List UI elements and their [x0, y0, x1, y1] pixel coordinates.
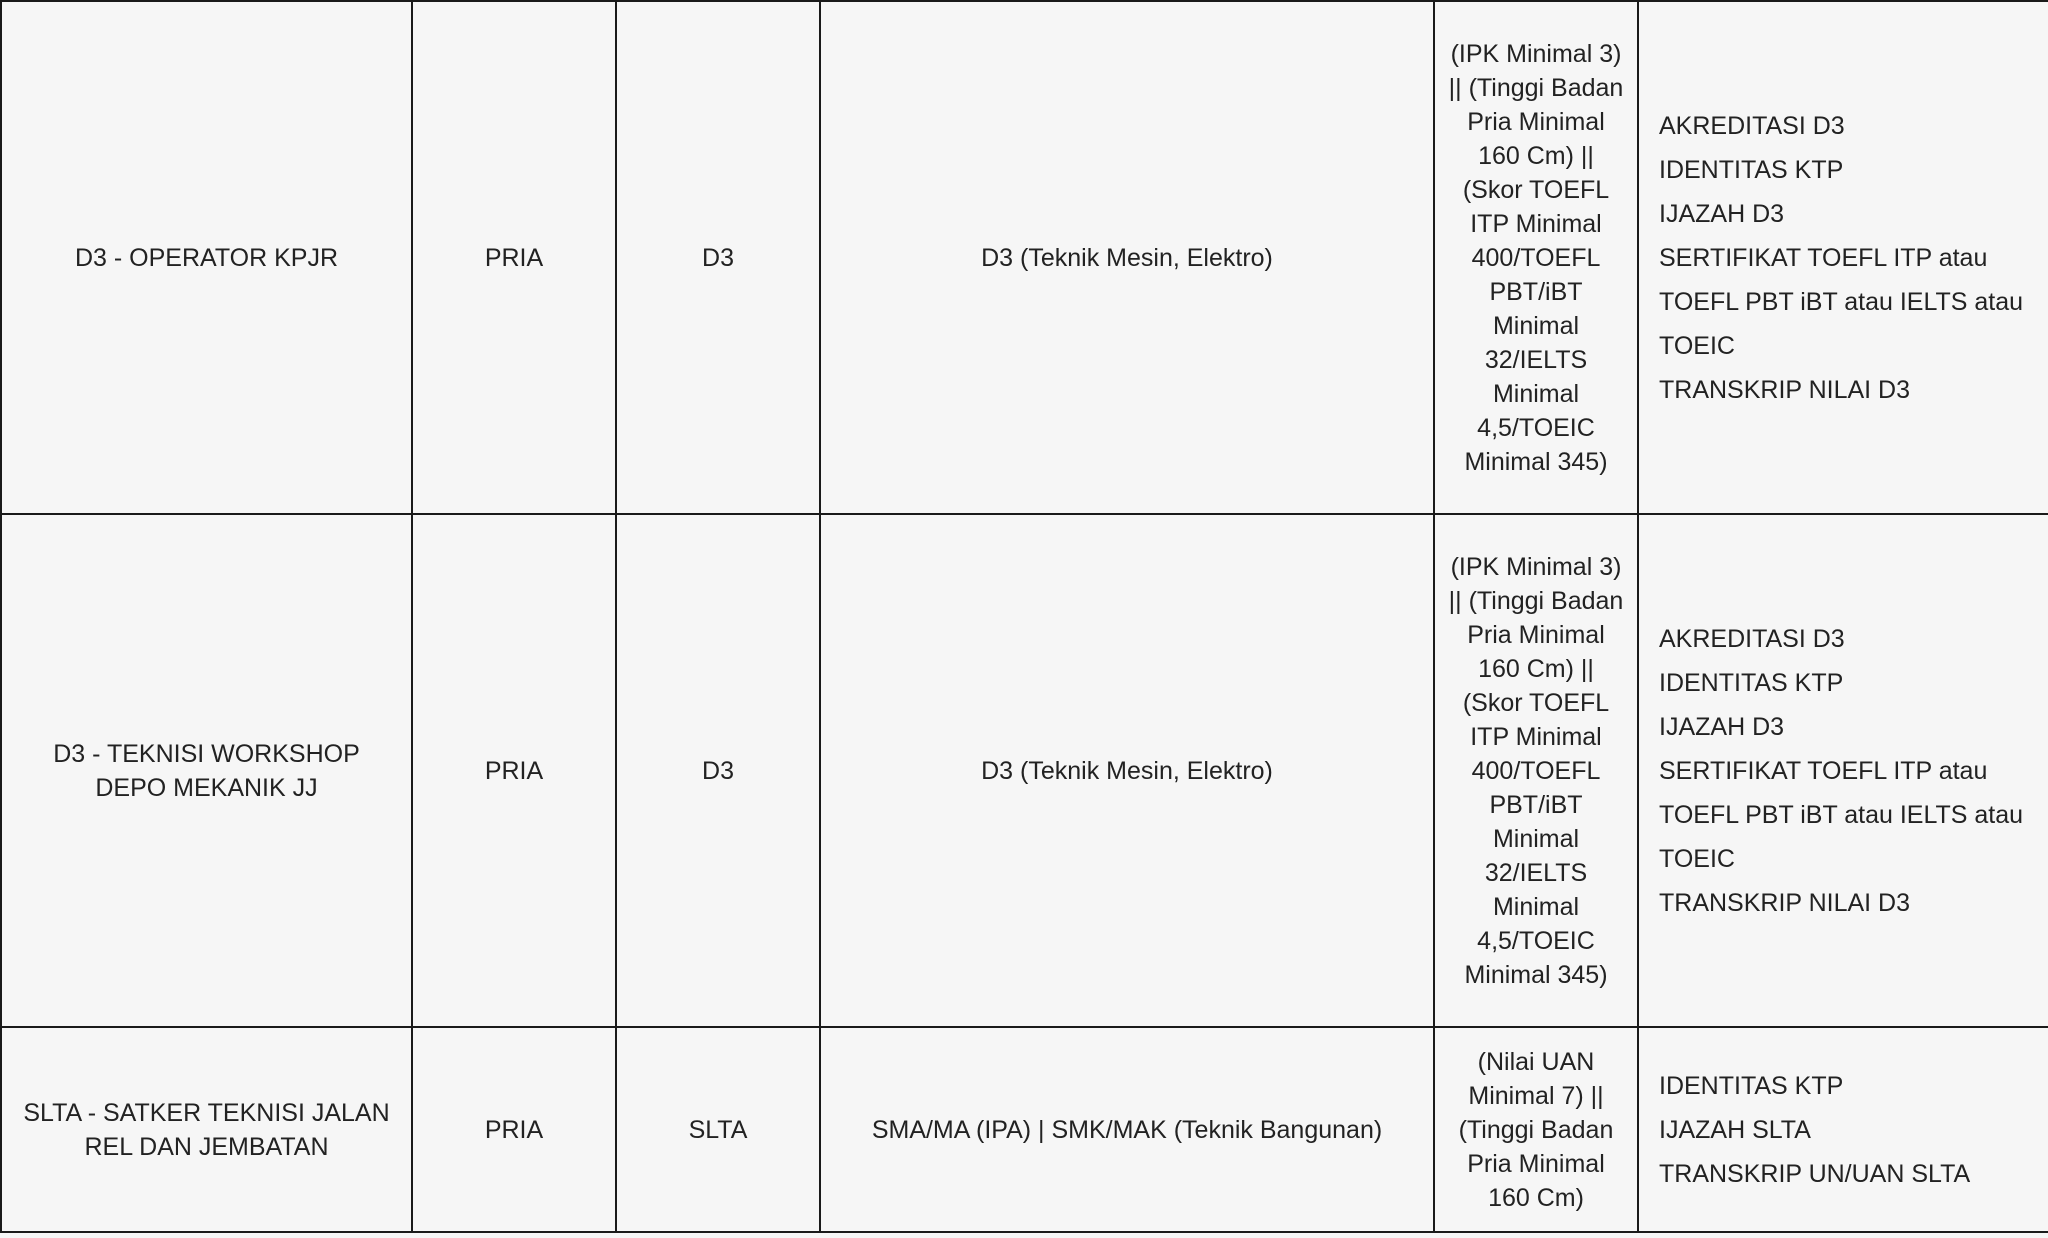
document-item: SERTIFIKAT TOEFL ITP atau TOEFL PBT iBT atau IELTS atau TOEIC — [1659, 756, 2024, 873]
major-cell: D3 (Teknik Mesin, Elektro) — [820, 1, 1434, 514]
position-cell: D3 - OPERATOR KPJR — [1, 1, 412, 514]
documents-cell — [1638, 514, 2048, 1027]
table-row — [1, 1, 2048, 514]
document-item: IJAZAH SLTA — [1659, 1115, 1811, 1144]
document-item: IDENTITAS KTP — [1659, 155, 1844, 184]
document-item: TRANSKRIP NILAI D3 — [1659, 375, 1911, 404]
documents-cell — [1638, 1, 2048, 514]
document-item: IDENTITAS KTP — [1659, 1071, 1844, 1100]
document-item: SERTIFIKAT TOEFL ITP atau TOEFL PBT iBT atau IELTS atau TOEIC — [1659, 243, 2024, 360]
document-item: TRANSKRIP NILAI D3 — [1659, 888, 1911, 917]
document-item: IJAZAH D3 — [1659, 199, 1785, 228]
document-item: AKREDITASI D3 — [1659, 624, 1845, 653]
gender-cell: PRIA — [412, 514, 616, 1027]
gender-cell: PRIA — [412, 1027, 616, 1232]
major-cell: D3 (Teknik Mesin, Elektro) — [820, 514, 1434, 1027]
requirements-cell: (Nilai UAN Minimal 7) || (Tinggi Badan Pria Minimal 160 Cm) — [1434, 1027, 1638, 1232]
position-cell: D3 - TEKNISI WORKSHOP DEPO MEKANIK JJ — [1, 514, 412, 1027]
documents-cell — [1638, 1027, 2048, 1232]
education-cell: D3 — [616, 514, 820, 1027]
position-cell: SLTA - SATKER TEKNISI JALAN REL DAN JEMBATAN — [1, 1027, 412, 1232]
table-row — [1, 514, 2048, 1027]
table-row — [1, 1027, 2048, 1232]
document-item: IDENTITAS KTP — [1659, 668, 1844, 697]
gender-cell: PRIA — [412, 1, 616, 514]
document-item: IJAZAH D3 — [1659, 712, 1785, 741]
education-cell: D3 — [616, 1, 820, 514]
requirements-cell: (IPK Minimal 3) || (Tinggi Badan Pria Minimal 160 Cm) || (Skor TOEFL ITP Minimal 400/TOEFL PBT/iBT Minimal 32/IELTS Minimal 4,5/TOEIC Minimal 345) — [1434, 1, 1638, 514]
document-list — [1659, 617, 2034, 925]
major-cell: SMA/MA (IPA) | SMK/MAK (Teknik Bangunan) — [820, 1027, 1434, 1232]
education-cell: SLTA — [616, 1027, 820, 1232]
document-list — [1659, 1064, 2034, 1196]
document-item: TRANSKRIP UN/UAN SLTA — [1659, 1159, 1971, 1188]
document-item: AKREDITASI D3 — [1659, 111, 1845, 140]
requirements-cell: (IPK Minimal 3) || (Tinggi Badan Pria Minimal 160 Cm) || (Skor TOEFL ITP Minimal 400/TOEFL PBT/iBT Minimal 32/IELTS Minimal 4,5/TOEIC Minimal 345) — [1434, 514, 1638, 1027]
document-list — [1659, 104, 2034, 412]
